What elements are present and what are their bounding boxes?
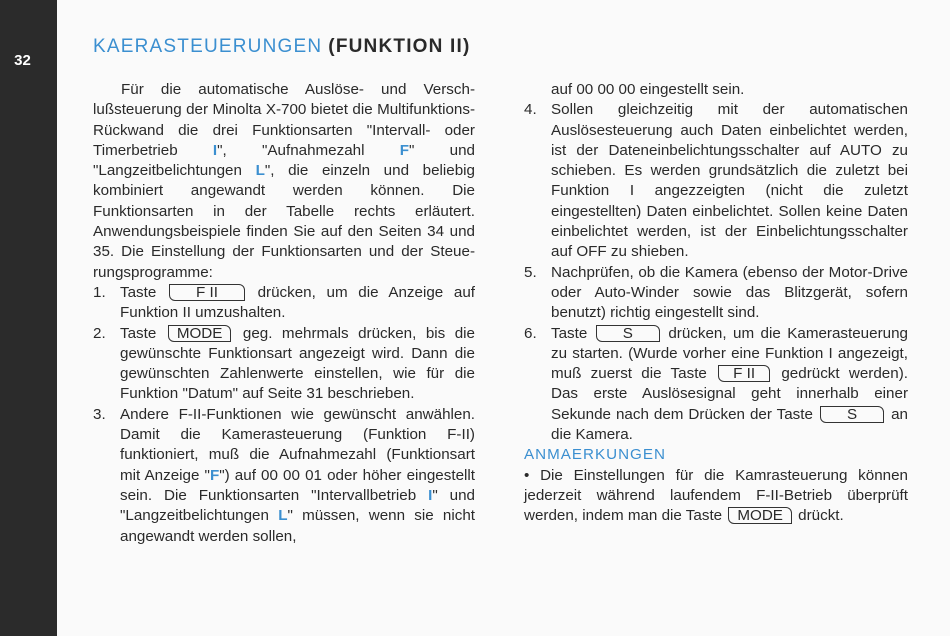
list-item: 1. Taste F II drücken, um die Anzeige auf Funktion II umzushalten. (93, 283, 475, 322)
notes-heading: ANMAERKUNGEN (524, 446, 666, 464)
right-column (524, 80, 908, 527)
page-sidebar (0, 0, 57, 636)
continued-text: auf 00 00 00 eingestellt sein. (551, 81, 745, 98)
list-item: 3. Andere F-II-Funktionen wie gewünscht anwählen. Damit die Kamerasteuerung (Funktion F-II) funktioniert, muß die Aufnahmezahl (Funktionsart mit Anzeige "F") auf 00 00 01 oder höher eingestellt sein. Die Funktionsarten "Intervallbetrieb I" und "Langzeitbelichtungen L" müssen, wenn sie nicht angewandt werden sollen, (93, 405, 475, 545)
key-mode: MODE (168, 325, 232, 342)
list-item: 4. Sollen gleichzeitig mit der automatischen Auslösesteuerung auch Daten einbelichtet werden, ist der Dateneinbelichtungsschalter auf AUTO zu schieben. Es werden grundsätzlich die zuletzt bei Funktion I angezzeigten (nicht die zuletzt eingestellten) Daten einbelichtet. Sollen keine Daten einbelichtet werden, ist der Einbelichtungsschalter auf OFF zu shieben. (524, 101, 908, 261)
list-item: 6. Taste S drücken, um die Kamerasteuerung zu starten. (Wurde vorher eine Funktion I angezeigt, muß zuerst die Taste F II gedrückt werden). Das erste Auslösesignal geht innerhalb einer Sekunde nach dem Drücken der Taste S an die Kamera. (524, 324, 908, 444)
note-paragraph: • Die Einstellungen für die Kamrasteuerung können jederzeit während laufendem F-II-Betrieb überprüft werden, indem man die Taste MODE drückt. (524, 466, 908, 525)
title-sub: (FUNKTION II) (328, 36, 471, 57)
intro-paragraph: Für die automatische Auslöse- und Verschlußsteuerung der Minolta X-700 bietet die Multifunktions-Rückwand die drei Funktionsarten "Intervall- oder Timerbetrieb I", "Aufnahmezahl F" und "Langzeitbelichtungen L", die einzeln und beliebig kombiniert angewandt werden können. Die Funktionsarten in der Tabelle rechts erläutert. Anwendungsbeispiele finden Sie auf den Seiten 34 und 35. Die Einstellung der Funktionsarten und der Steuerungsprogramme: (93, 81, 475, 281)
key-f2: F II (169, 284, 245, 301)
key-f2: F II (718, 365, 770, 382)
list-item: 2. Taste MODE geg. mehrmals drücken, bis die gewünschte Funktionsart angezeigt wird. Dann die gewünschten Zahlenwerte einstellen, wie für die Funktion "Datum" auf Seite 31 beschrieben. (93, 324, 475, 403)
page-number: 32 (14, 52, 31, 69)
list-item: 5. Nachprüfen, ob die Kamera (ebenso der Motor-Drive oder Auto-Winder sowie das Blitzgerät, sofern benutzt) richtig eingestellt sind. (524, 263, 908, 322)
key-mode: MODE (728, 507, 792, 524)
title-main: KAERASTEUERUNGEN (93, 36, 323, 57)
left-column (93, 80, 475, 547)
key-s: S (596, 325, 660, 342)
page-title (93, 36, 471, 58)
key-s: S (820, 406, 884, 423)
